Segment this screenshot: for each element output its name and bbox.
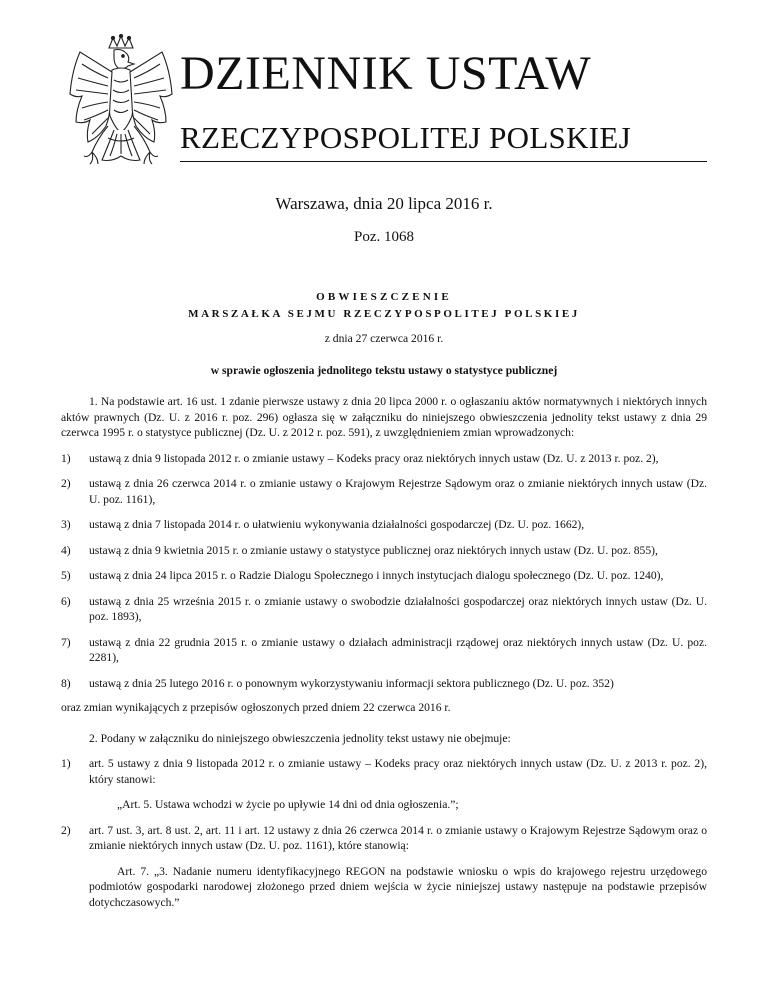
- list-item: [61, 543, 707, 559]
- document-subject: w sprawie ogłoszenia jednolitego tekstu ustawy o statystyce publicznej: [210, 363, 558, 377]
- list-item: [61, 635, 707, 666]
- list-item-text: ustawą z dnia 22 grudnia 2015 r. o zmianie ustawy o działach administracji rządowej oraz niektórych innych ustaw (Dz. U. poz. 2281),: [89, 635, 707, 664]
- list-item-number: 2): [61, 823, 71, 837]
- list-item-text: ustawą z dnia 9 kwietnia 2015 r. o zmianie ustawy o statystyce publicznej oraz niektórych innych ustaw (Dz. U. poz. 855),: [89, 543, 658, 557]
- list-item-text: ustawą z dnia 25 lutego 2016 r. o ponownym wykorzystywaniu informacji sektora publicznego (Dz. U. poz. 352): [89, 676, 614, 690]
- list-item: [61, 568, 707, 584]
- journal-subtitle: RZECZYPOSPOLITEJ POLSKIEJ: [180, 120, 632, 155]
- list-item-number: 8): [61, 676, 71, 690]
- list-item: [61, 594, 707, 625]
- list-item: [61, 756, 707, 787]
- quoted-article: Art. 7. „3. Nadanie numeru identyfikacyjnego REGON na podstawie wniosku o wpis do krajowego rejestru urzędowego podmiotów gospodarki narodowej złożonego przed dniem wejścia w życie niniejszej ustawy następuje na podstawie przepisów dotychczasowych.”: [89, 864, 707, 909]
- document-heading: OBWIESZCZENIE: [316, 291, 452, 303]
- list-item-text: ustawą z dnia 9 listopada 2012 r. o zmianie ustawy – Kodeks pracy oraz niektórych innych ustaw (Dz. U. z 2013 r. poz. 2),: [89, 451, 659, 465]
- document-body: [61, 290, 707, 910]
- document-date: z dnia 27 czerwca 2016 r.: [324, 332, 444, 345]
- list-closing-text: oraz zmian wynikających z przepisów ogłoszonych przed dniem 22 czerwca 2016 r.: [61, 701, 451, 714]
- list-item: [61, 517, 707, 533]
- list-item-number: 1): [61, 451, 71, 465]
- list-item-number: 6): [61, 594, 71, 608]
- list-item-number: 5): [61, 569, 71, 582]
- list-item-text: art. 5 ustawy z dnia 9 listopada 2012 r. o zmianie ustawy – Kodeks pracy oraz niektórych innych ustaw (Dz. U. z 2013 r. poz. 2), który stanowi:: [89, 757, 707, 786]
- list-item-text: ustawą z dnia 24 lipca 2015 r. o Radzie Dialogu Społecznego i innych instytucjach dialogu społecznego (Dz. U. poz. 1240),: [89, 569, 664, 582]
- list-item-number: 3): [61, 518, 71, 531]
- position-number: Poz. 1068: [354, 229, 414, 245]
- list-item-number: 4): [61, 543, 71, 557]
- list-item-number: 2): [61, 477, 71, 490]
- publication-date: Warszawa, dnia 20 lipca 2016 r.: [275, 194, 493, 213]
- paragraph-1: 1. Na podstawie art. 16 ust. 1 zdanie pierwsze ustawy z dnia 20 lipca 2000 r. o ogłaszaniu aktów normatywnych i niektórych innych aktów prawnych (Dz. U. z 2016 r. poz. 296) ogłasza się w załączniku do niniejszego obwieszczenia jednolity tekst ustawy z dnia 29 czerwca 1995 r. o statystyce publicznej (Dz. U. z 2012 r. poz. 591), z uwzględnieniem zmian wprowadzonych:: [61, 395, 707, 439]
- polish-eagle-emblem-icon: [62, 34, 180, 184]
- document-issuer: MARSZAŁKA SEJMU RZECZYPOSPOLITEJ POLSKIEJ: [188, 307, 580, 320]
- list-item-text: ustawą z dnia 25 września 2015 r. o zmianie ustawy o swobodzie działalności gospodarczej oraz niektórych innych ustaw (Dz. U. poz. 1893),: [89, 594, 707, 623]
- list-item: [61, 823, 707, 854]
- list-item-text: ustawą z dnia 7 listopada 2014 r. o ułatwieniu wykonywania działalności gospodarczej (Dz. U. poz. 1662),: [89, 518, 585, 531]
- journal-title: DZIENNIK USTAW: [180, 47, 592, 100]
- masthead-divider: [180, 161, 707, 162]
- list-item-number: 7): [61, 635, 71, 649]
- quoted-article: „Art. 5. Ustawa wchodzi w życie po upływie 14 dni od dnia ogłoszenia.”;: [117, 798, 459, 811]
- list-item-text: art. 7 ust. 3, art. 8 ust. 2, art. 11 i art. 12 ustawy z dnia 26 czerwca 2014 r. o zmianie ustawy o Krajowym Rejestrze Sądowym oraz o zmianie niektórych innych ustaw (Dz. U. poz. 1161), które stanowią:: [89, 823, 707, 852]
- list-item: [61, 451, 707, 467]
- list-item-number: 1): [61, 757, 71, 770]
- paragraph-2: 2. Podany w załączniku do niniejszego obwieszczenia jednolity tekst ustawy nie obejmuje:: [89, 731, 511, 745]
- list-item: [61, 676, 707, 692]
- list-item-text: ustawą z dnia 26 czerwca 2014 r. o zmianie ustawy o Krajowym Rejestrze Sądowym oraz o zmianie niektórych innych ustaw (Dz. U. poz. 1161),: [89, 477, 707, 506]
- list-item: [61, 476, 707, 507]
